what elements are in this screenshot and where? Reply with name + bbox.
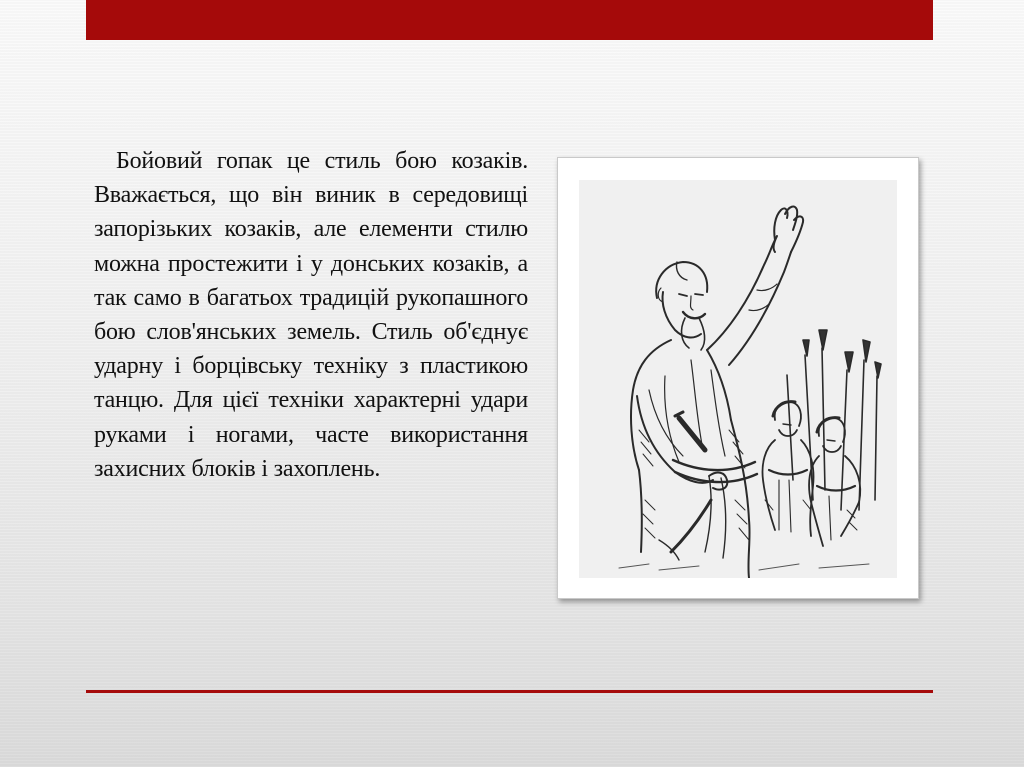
cossack-sketch-illustration [579,180,897,578]
illustration-frame [557,157,919,599]
bottom-accent-rule [86,690,933,693]
body-paragraph: Бойовий гопак це стиль бою козаків. Вважається, що він виник в середовищі запорізьких козаків, але елементи стилю можна простежити і у донських козаків, а так само в багатьох традицій рукопашного бою слов'янських земель. Стиль об'єднує ударну і борцівську техніку з пластикою танцю. Для цієї техніки характерні удари руками і ногами, часте використання захисних блоків і захоплень. [94,148,528,482]
top-accent-bar [86,0,933,40]
